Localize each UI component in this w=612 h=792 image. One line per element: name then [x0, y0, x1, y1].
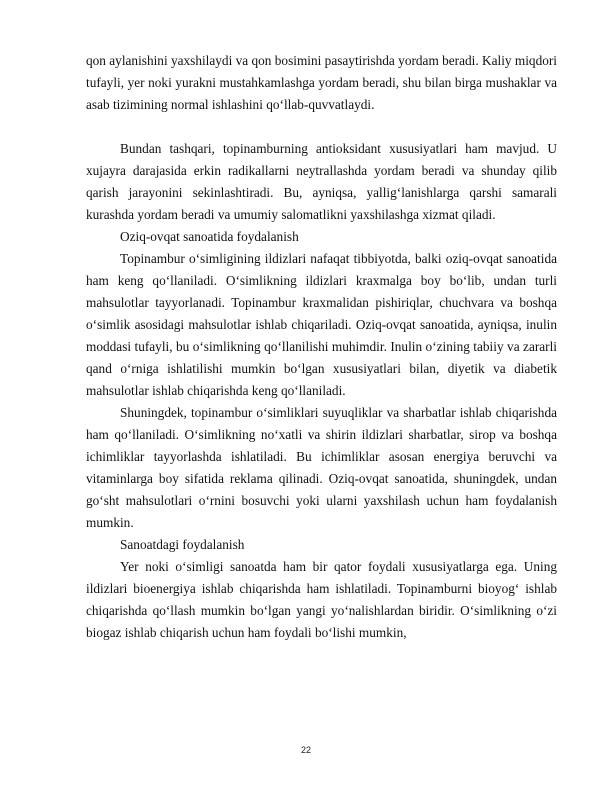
section-heading-food-industry: Oziq-ovqat sanoatida foydalanish: [120, 229, 299, 244]
paragraph-continuation: qon aylanishini yaxshilaydi va qon bosimini pasaytirishda yordam beradi. Kaliy miqdori tufayli, yer noki yurakni mustahkamlashga yordam beradi, shu bilan birga mushaklar va asab tizimining normal ishlashini qo‘llab-quvvatlaydi.: [86, 53, 557, 112]
paragraph-food-industry: Topinambur o‘simligining ildizlari nafaqat tibbiyotda, balki oziq-ovqat sanoatida ham keng qo‘llaniladi. O‘simlikning ildizlari kraxmalga boy bo‘lib, undan turli mahsulotlar tayyorlanadi. Topinambur kraxmalidan pishiriqlar, chuchvara va boshqa o‘simlik asosidagi mahsulotlar ishlab chiqariladi. Oziq-ovqat sanoatida, ayniqsa, inulin moddasi tufayli, bu o‘simlikning qo‘llanilishi muhimdir. Inulin o‘zining tabiiy va zararli qand o‘rniga ishlatilishi mumkin bo‘lgan xususiyatlari bilan, diyetik va diabetik mahsulotlar ishlab chiqarishda keng qo‘llaniladi.: [86, 251, 557, 398]
paragraph-beverages: Shuningdek, topinambur o‘simliklari suyuqliklar va sharbatlar ishlab chiqarishda ham qo‘llaniladi. O‘simlikning no‘xatli va shirin ildizlari sharbatlar, sirop va boshqa ichimliklar tayyorlashda ishlatiladi. Bu ichimliklar asosan energiya beruvchi va vitaminlarga boy sifatida reklama qilinadi. Oziq-ovqat sanoatida, shuningdek, undan go‘sht mahsulotlari o‘rnini bosuvchi yoki ularni yaxshilash uchun ham foydalanish mumkin.: [86, 405, 557, 530]
paragraph-gap: [86, 116, 557, 138]
paragraph-antioxidant: Bundan tashqari, topinamburning antioksidant xususiyatlari ham mavjud. U xujayra darajasida erkin radikallarni neytrallashda yordam beradi va shunday qilib qarish jarayonini sekinlashtiradi. Bu, ayniqsa, yallig‘lanishlarga qarshi samarali kurashda yordam beradi va umumiy salomatlikni yaxshilashga xizmat qiladi.: [86, 141, 557, 222]
section-heading-industry: Sanoatdagi foydalanish: [120, 537, 245, 552]
page-number: 22: [300, 745, 311, 755]
document-body: [86, 50, 557, 644]
paragraph-industry: Yer noki o‘simligi sanoatda ham bir qator foydali xususiyatlarga ega. Uning ildizlari bioenergiya ishlab chiqarishda ham ishlatiladi. Topinamburni bioyog‘ ishlab chiqarishda qo‘llash mumkin bo‘lgan yangi yo‘nalishlardan biridir. O‘simlikning o‘zi biogaz ishlab chiqarish uchun ham foydali bo‘lishi mumkin,: [86, 559, 557, 640]
